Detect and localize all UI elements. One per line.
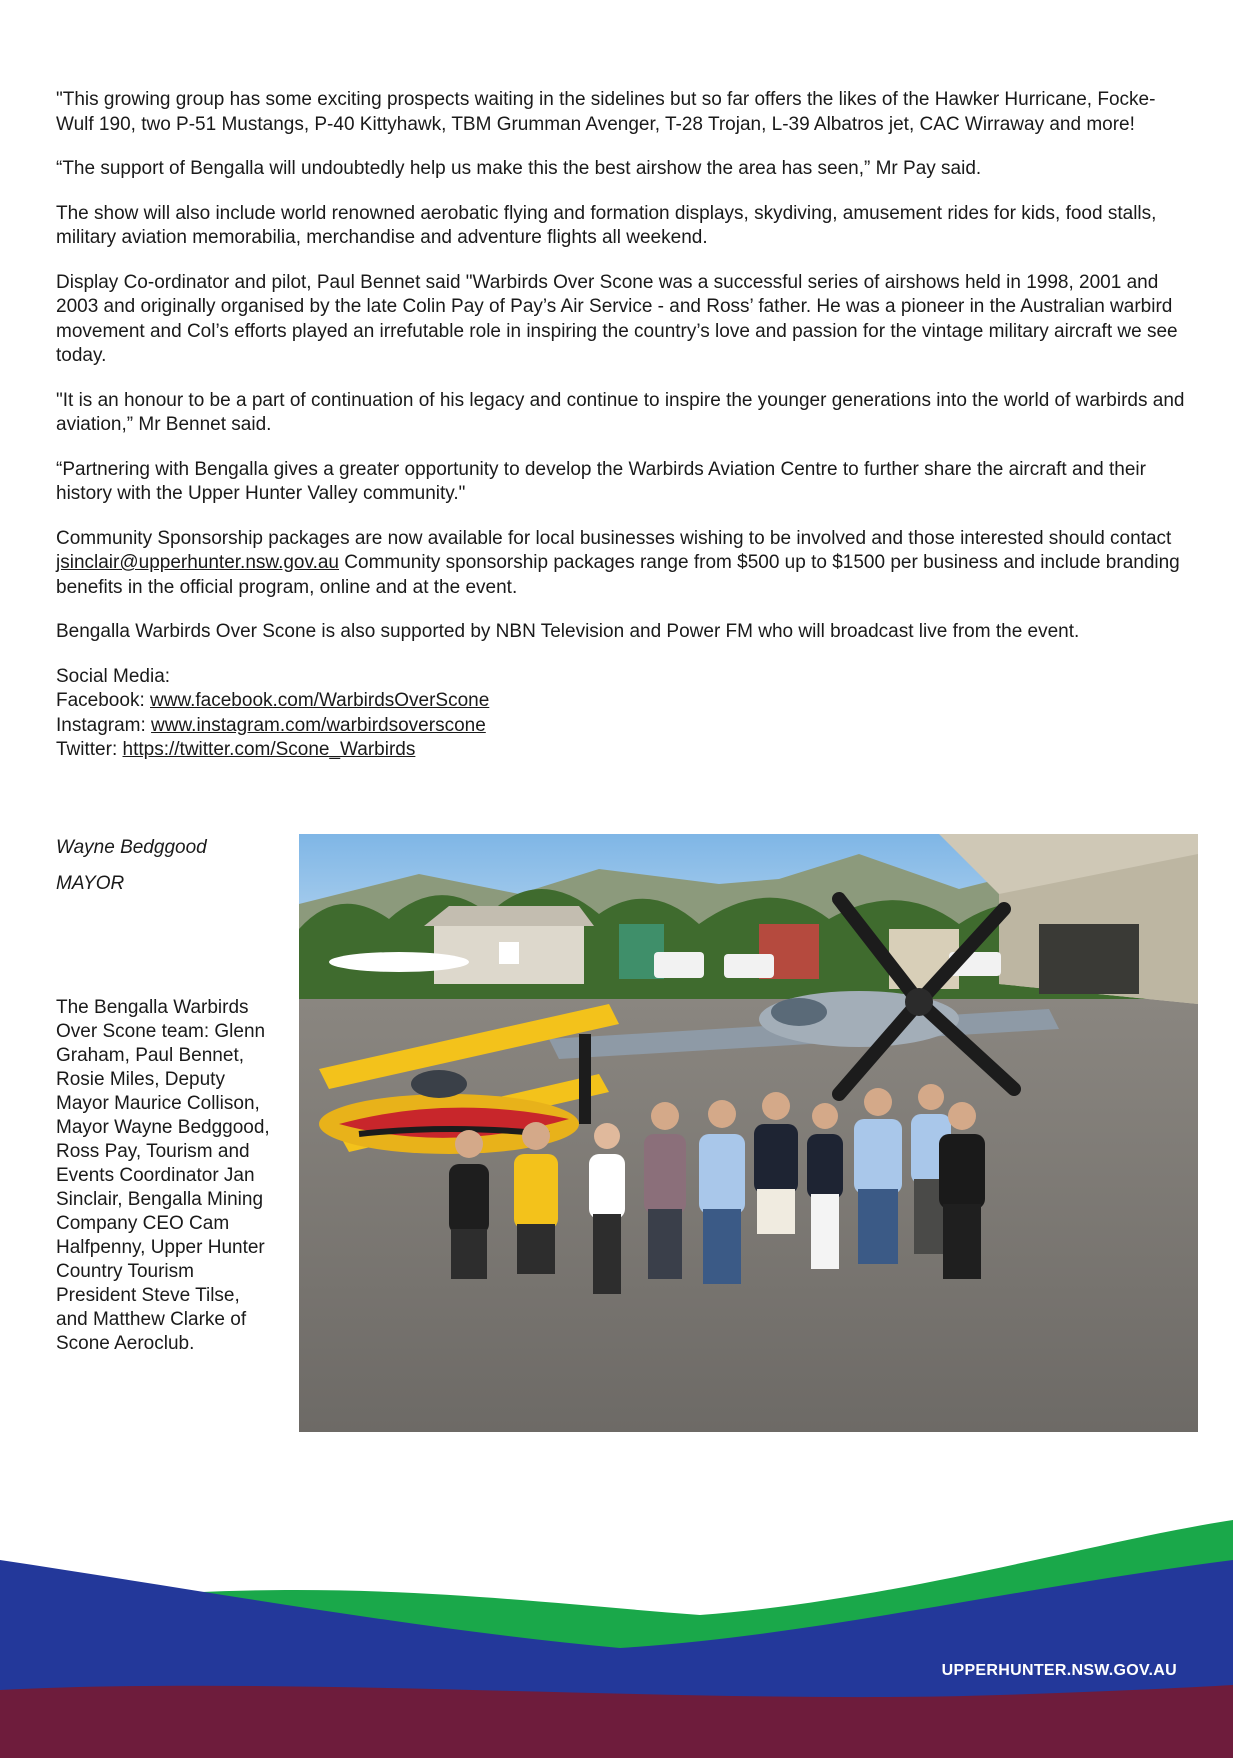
paragraph: “The support of Bengalla will undoubtedly help us make this the best airshow the area has seen,” Mr Pay said.: [56, 158, 982, 179]
broadcast-paragraph: Bengalla Warbirds Over Scone is also supported by NBN Television and Power FM who will broadcast live from the event.: [56, 621, 1080, 642]
social-media-block: [56, 665, 1186, 763]
signature-block: [56, 836, 207, 896]
facebook-link[interactable]: www.facebook.com/WarbirdsOverScone: [150, 690, 490, 711]
paragraph: “Partnering with Bengalla gives a greater opportunity to develop the Warbirds Aviation Centre to further share the aircraft and their history with the Upper Hunter Valley community.": [56, 458, 1146, 504]
contact-email-link[interactable]: jsinclair@upperhunter.nsw.gov.au: [56, 552, 339, 573]
instagram-label: Instagram:: [56, 714, 152, 736]
social-heading: Social Media:: [56, 665, 171, 687]
sponsorship-paragraph: [56, 527, 1186, 601]
team-photo: [299, 834, 1198, 1432]
twitter-label: Twitter:: [56, 739, 123, 760]
team-photo-illustration: [299, 834, 1198, 1432]
instagram-line: [56, 714, 1186, 739]
paragraph: "It is an honour to be a part of continuation of his legacy and continue to inspire the younger generations into the world of warbirds and aviation,” Mr Bennet said.: [56, 389, 1185, 435]
article-body: [56, 88, 1186, 763]
signatory-title: MAYOR: [56, 873, 125, 894]
photo-caption: The Bengalla Warbirds Over Scone team: Glenn Graham, Paul Bennet, Rosie Miles, Deputy Mayor Maurice Collison, Mayor Wayne Bedggood, Ross Pay, Tourism and Events Coordinator Jan Sinclair, Bengalla Mining Company CEO Cam Halfpenny, Upper Hunter Country Tourism President Steve Tilse, and Matthew Clarke of Scone Aeroclub.: [56, 997, 270, 1354]
sponsorship-text: Community sponsorship packages range from $500 up to $1500 per business and include branding benefits in the official program, online and at the event.: [56, 552, 1180, 598]
footer-wave-maroon: [0, 1685, 1233, 1758]
facebook-label: Facebook:: [56, 690, 150, 711]
twitter-link[interactable]: https://twitter.com/Scone_Warbirds: [122, 739, 416, 760]
footer-website-url: UPPERHUNTER.NSW.GOV.AU: [941, 1662, 1177, 1679]
paragraph: The show will also include world renowned aerobatic flying and formation displays, skydiving, amusement rides for kids, food stalls, military aviation memorabilia, merchandise and adventure flights all weekend.: [56, 202, 1157, 248]
twitter-line: [56, 738, 1186, 763]
footer-wave-decoration: [0, 1500, 1233, 1758]
facebook-line: [56, 689, 1186, 714]
paragraph: Display Co-ordinator and pilot, Paul Bennet said "Warbirds Over Scone was a successful series of airshows held in 1998, 2001 and 2003 and originally organised by the late Colin Pay of Pay’s Air Service - and Ross’ father. He was a pioneer in the Australian warbird movement and Col’s efforts played an irrefutable role in inspiring the country’s love and passion for the vintage military aircraft we see today.: [56, 271, 1178, 366]
instagram-link[interactable]: www.instagram.com/warbirdsoverscone: [151, 714, 486, 736]
sponsorship-text: Community Sponsorship packages are now available for local businesses wishing to be involved and those interested should contact: [56, 527, 1172, 549]
signatory-name: Wayne Bedggood: [56, 837, 207, 858]
paragraph: "This growing group has some exciting prospects waiting in the sidelines but so far offers the likes of the Hawker Hurricane, Focke-Wulf 190, two P-51 Mustangs, P-40 Kittyhawk, TBM Grumman Avenger, T-28 Trojan, L-39 Albatros jet, CAC Wirraway and more!: [56, 89, 1156, 135]
